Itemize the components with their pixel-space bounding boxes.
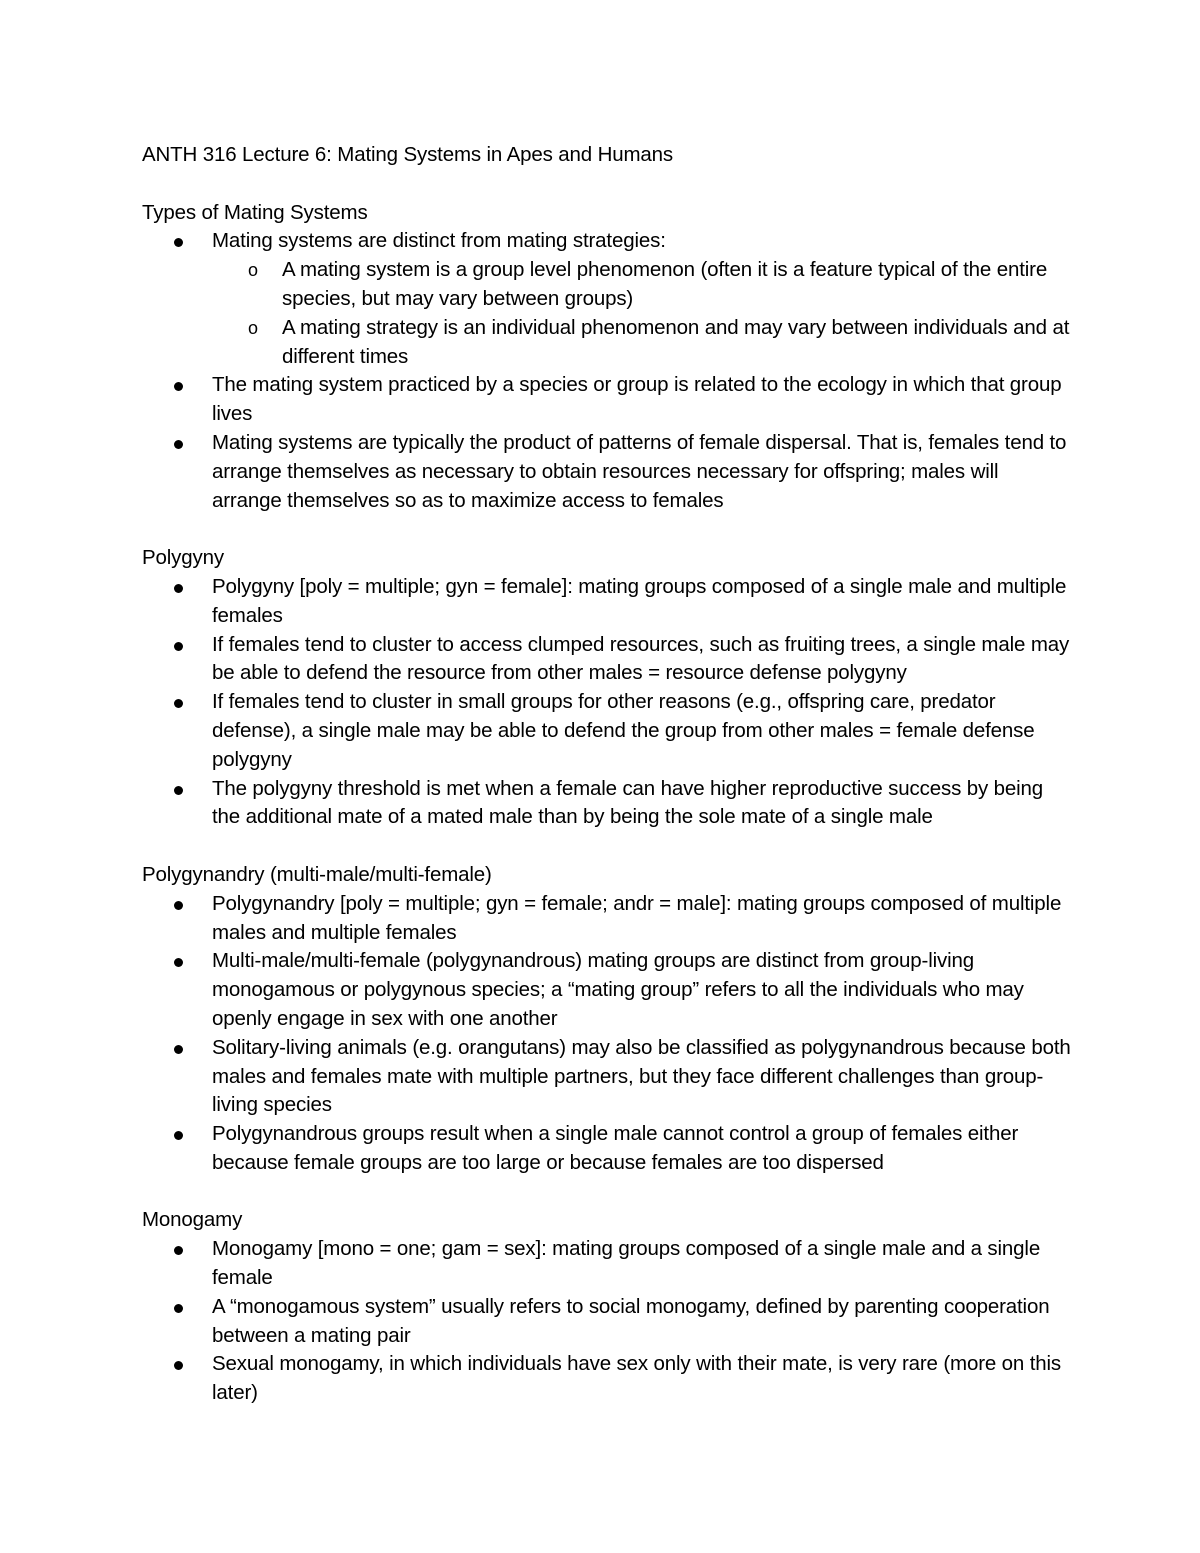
section-heading: Polygyny — [142, 546, 224, 570]
bullet-item — [142, 573, 1072, 631]
bullet-item — [142, 371, 1072, 429]
bullet-icon — [174, 1131, 183, 1140]
bullet-icon — [174, 1304, 183, 1313]
bullet-text: If females tend to cluster in small groups for other reasons (e.g., offspring care, predator defense), a single male may be able to defend the group from other males = female defense polygyny — [212, 690, 1035, 771]
bullet-item — [142, 227, 1072, 371]
bullet-icon — [174, 699, 183, 708]
section — [142, 861, 1072, 1178]
bullet-icon — [174, 1361, 183, 1370]
section — [142, 1206, 1072, 1408]
document-body — [142, 199, 1072, 1408]
bullet-text: If females tend to cluster to access clumped resources, such as fruiting trees, a single male may be able to defend the resource from other males = resource defense polygyny — [212, 632, 1070, 685]
sub-bullet-item — [212, 314, 1072, 372]
bullet-item — [142, 1120, 1072, 1178]
bullet-item — [142, 429, 1072, 515]
sub-bullet-text: A mating system is a group level phenomenon (often it is a feature typical of the entire species, but may vary between groups) — [282, 258, 1048, 310]
bullet-icon — [174, 382, 183, 391]
bullet-item — [142, 947, 1072, 1033]
bullet-text: The mating system practiced by a species or group is related to the ecology in which that group lives — [212, 373, 1062, 426]
bullet-text: Mating systems are distinct from mating strategies: — [212, 229, 666, 253]
bullet-item — [142, 1350, 1072, 1408]
document-title: ANTH 316 Lecture 6: Mating Systems in Apes and Humans — [142, 143, 674, 166]
sub-bullet-item — [212, 256, 1072, 314]
section-heading: Monogamy — [142, 1208, 243, 1232]
bullet-item — [142, 775, 1072, 833]
section-heading: Types of Mating Systems — [142, 200, 368, 224]
bullet-item — [142, 1034, 1072, 1120]
section — [142, 199, 1072, 516]
bullet-list — [142, 573, 1072, 832]
bullet-text: Monogamy [mono = one; gam = sex]: mating groups composed of a single male and a single female — [212, 1237, 1041, 1290]
bullet-text: Mating systems are typically the product of patterns of female dispersal. That is, females tend to arrange themselves as necessary to obtain resources necessary for offspring; males will arrange themselves so as to maximize access to females — [212, 430, 1067, 512]
bullet-icon — [174, 958, 183, 967]
bullet-icon — [174, 238, 183, 247]
document-page — [142, 141, 1072, 1408]
bullet-item — [142, 688, 1072, 774]
bullet-item — [142, 1235, 1072, 1293]
bullet-item — [142, 631, 1072, 689]
bullet-icon — [174, 1045, 183, 1054]
section-heading: Polygynandry (multi-male/multi-female) — [142, 862, 492, 886]
bullet-icon — [174, 584, 183, 593]
bullet-text: Polygynandrous groups result when a single male cannot control a group of females either because female groups are too large or because females are too dispersed — [212, 1122, 1019, 1174]
bullet-list — [142, 890, 1072, 1178]
sub-bullet-text: A mating strategy is an individual phenomenon and may vary between individuals and at different times — [282, 315, 1070, 368]
bullet-item — [142, 890, 1072, 948]
bullet-text: Solitary-living animals (e.g. orangutans) may also be classified as polygynandrous because both males and females mate with multiple partners, but they face different challenges than group-living species — [212, 1035, 1071, 1117]
bullet-icon — [174, 786, 183, 795]
bullet-icon — [174, 901, 183, 910]
bullet-text: The polygyny threshold is met when a female can have higher reproductive success by being the additional mate of a mated male than by being the sole mate of a single male — [212, 776, 1044, 829]
bullet-text: Sexual monogamy, in which individuals have sex only with their mate, is very rare (more on this later) — [212, 1352, 1062, 1405]
bullet-list — [142, 227, 1072, 515]
section — [142, 544, 1072, 832]
bullet-item — [142, 1293, 1072, 1351]
bullet-text: Polygynandry [poly = multiple; gyn = female; andr = male]: mating groups composed of multiple males and multiple females — [212, 891, 1062, 944]
bullet-text: Multi-male/multi-female (polygynandrous) mating groups are distinct from group-living monogamous or polygynous species; a “mating group” refers to all the individuals who may openly engage in sex with one another — [212, 949, 1024, 1030]
hollow-bullet-icon: o — [248, 260, 258, 281]
bullet-icon — [174, 440, 183, 449]
bullet-text: Polygyny [poly = multiple; gyn = female]: mating groups composed of a single male and multiple females — [212, 574, 1067, 627]
hollow-bullet-icon: o — [248, 317, 258, 338]
bullet-icon — [174, 1246, 183, 1255]
bullet-list — [142, 1235, 1072, 1408]
sub-bullet-list — [212, 256, 1072, 371]
bullet-icon — [174, 642, 183, 651]
bullet-text: A “monogamous system” usually refers to social monogamy, defined by parenting cooperation between a mating pair — [212, 1294, 1050, 1347]
